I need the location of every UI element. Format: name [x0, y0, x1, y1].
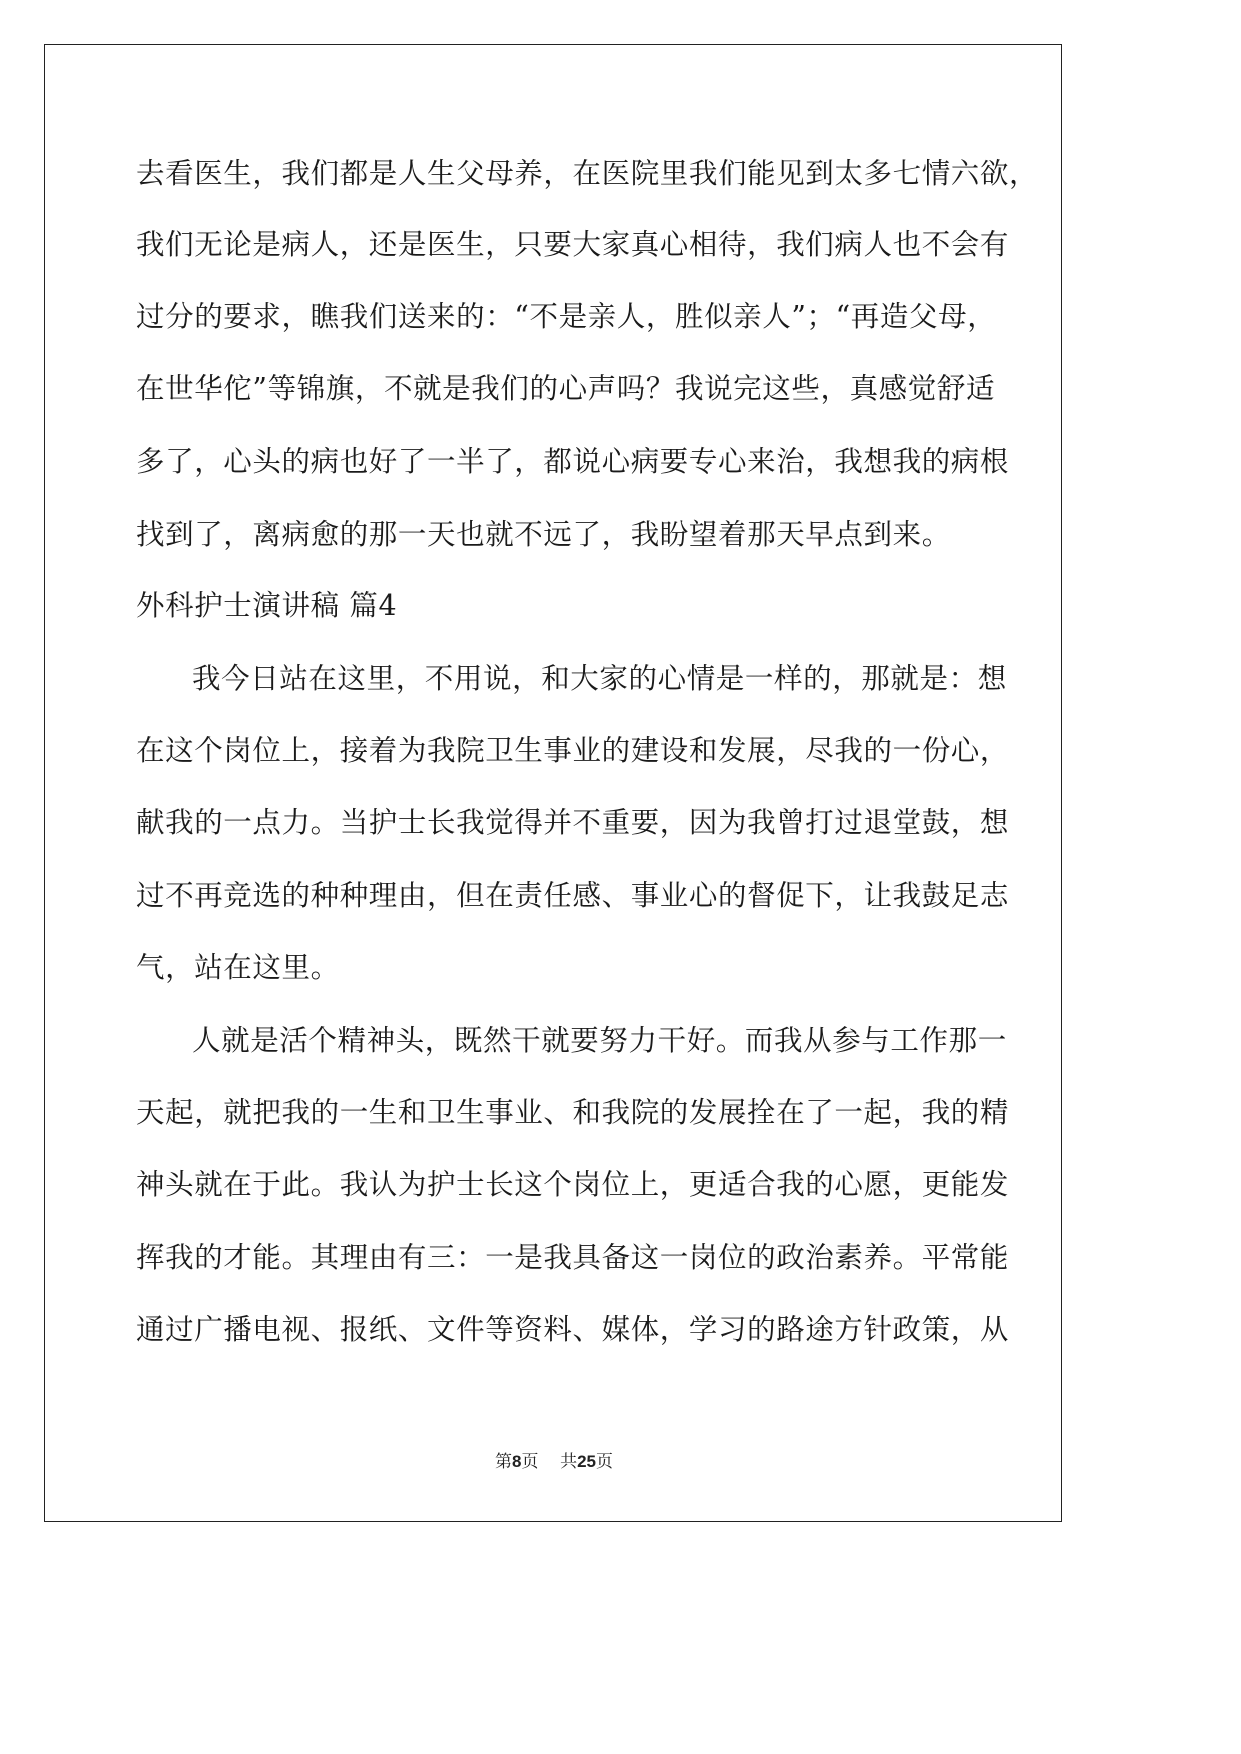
- total-pages: 25: [577, 1452, 596, 1471]
- page-footer: [0, 1452, 1108, 1472]
- text-line: 在这个岗位上，接着为我院卫生事业的建设和发展，尽我的一份心，: [136, 734, 1010, 767]
- text-line: 过不再竞选的种种理由，但在责任感、事业心的督促下，让我鼓足志: [136, 879, 1010, 912]
- page-number: 8: [511, 1452, 522, 1471]
- text-line: 过分的要求，瞧我们送来的：“不是亲人，胜似亲人”；“再造父母，: [136, 300, 997, 333]
- page-suffix: 页: [521, 1452, 539, 1472]
- text-line: 我今日站在这里，不用说，和大家的心情是一样的，那就是：想: [192, 662, 1007, 695]
- text-line: 多了，心头的病也好了一半了，都说心病要专心来治，我想我的病根: [136, 445, 1010, 478]
- text-line: 我们无论是病人，还是医生，只要大家真心相待，我们病人也不会有: [136, 228, 1010, 261]
- text-line: 天起，就把我的一生和卫生事业、和我院的发展拴在了一起，我的精: [136, 1096, 1010, 1129]
- section-title: 外科护士演讲稿 篇4: [136, 589, 398, 622]
- text-line: 气，站在这里。: [136, 951, 340, 984]
- text-line: 去看医生，我们都是人生父母养，在医院里我们能见到太多七情六欲，: [136, 157, 1039, 190]
- text-line: 找到了，离病愈的那一天也就不远了，我盼望着那天早点到来。: [136, 518, 951, 551]
- total-suffix: 页: [596, 1452, 613, 1472]
- total-prefix: 共: [560, 1452, 578, 1472]
- page-prefix: 第: [494, 1452, 512, 1472]
- text-line: 在世华佗”等锦旗，不就是我们的心声吗？我说完这些，真感觉舒适: [136, 372, 996, 405]
- text-line: 通过广播电视、报纸、文件等资料、媒体，学习的路途方针政策，从: [136, 1313, 1010, 1346]
- text-line: 人就是活个精神头，既然干就要努力干好。而我从参与工作那一: [192, 1024, 1007, 1057]
- page-border: [44, 44, 1062, 1522]
- text-line: 挥我的才能。其理由有三：一是我具备这一岗位的政治素养。平常能: [136, 1241, 1010, 1274]
- text-line: 献我的一点力。当护士长我觉得并不重要，因为我曾打过退堂鼓，想: [136, 806, 1010, 839]
- text-line: 神头就在于此。我认为护士长这个岗位上，更适合我的心愿，更能发: [136, 1168, 1010, 1201]
